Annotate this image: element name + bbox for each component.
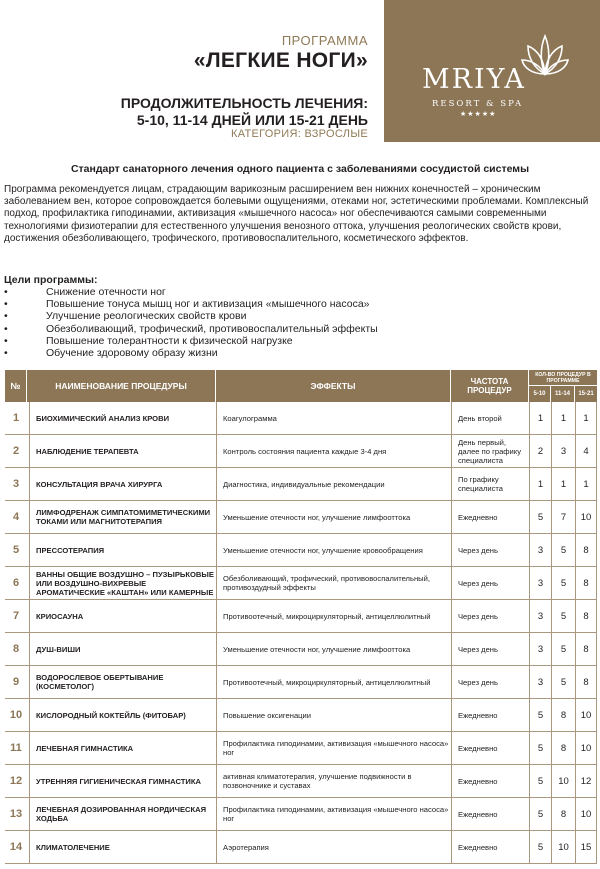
procedure-name: ЛЕЧЕБНАЯ ДОЗИРОВАННАЯ НОРДИЧЕСКАЯ ХОДЬБА [29, 798, 216, 830]
table-row [5, 435, 597, 468]
procedure-name: КРИОСАУНА [29, 600, 216, 632]
count-11-14: 7 [551, 501, 575, 533]
table-row [5, 699, 597, 732]
procedure-frequency: Через день [451, 600, 529, 632]
count-15-21: 8 [575, 567, 597, 599]
procedure-name: ЛЕЧЕБНАЯ ГИМНАСТИКА [29, 732, 216, 764]
goals-title: Цели программы: [4, 274, 98, 286]
procedure-frequency: Через день [451, 633, 529, 665]
list-item [4, 298, 564, 310]
row-number: 8 [12, 643, 20, 655]
procedures-table [5, 370, 597, 864]
row-number: 1 [12, 412, 20, 424]
count-11-14: 5 [551, 534, 575, 566]
procedure-frequency: Ежедневно [451, 699, 529, 731]
procedure-effect: Диагностика, индивидуальные рекомендации [216, 468, 451, 500]
procedure-effect: Повышение оксигенации [216, 699, 451, 731]
count-11-14: 8 [551, 732, 575, 764]
procedure-frequency: Через день [451, 534, 529, 566]
col-frequency-header: ЧАСТОТА ПРОЦЕДУР [451, 370, 529, 402]
bullet: • [4, 322, 8, 335]
row-number: 7 [12, 610, 20, 622]
procedure-effect: Аэротерапия [216, 831, 451, 863]
procedure-effect: Контроль состояния пациента каждые 3-4 дня [216, 435, 451, 467]
count-15-21: 8 [575, 600, 597, 632]
count-11-14: 1 [551, 468, 575, 500]
procedure-name: НАБЛЮДЕНИЕ ТЕРАПЕВТА [29, 435, 216, 467]
procedure-effect: Противоотечный, микроциркуляторный, антицеллюлитный [216, 666, 451, 698]
procedure-name: ДУШ-ВИШИ [29, 633, 216, 665]
col-num-header: № [5, 370, 27, 402]
logo-name: MRIYA [422, 64, 526, 95]
goal-text: Обезболивающий, трофический, противовоспалительный эффекты [46, 322, 378, 335]
count-5-10: 5 [529, 699, 551, 731]
category-label: КАТЕГОРИЯ: ВЗРОСЛЫЕ [231, 128, 368, 140]
lotus-leaf-icon [520, 30, 570, 81]
row-number: 9 [12, 676, 20, 688]
goal-text: Обучение здоровому образу жизни [46, 347, 218, 360]
procedure-name: ВОДОРОСЛЕВОЕ ОБЕРТЫВАНИЕ (КОСМЕТОЛОГ) [29, 666, 216, 698]
procedure-effect: Профилактика гиподинамии, активизация «мышечного насоса» ног [216, 798, 451, 830]
bullet: • [4, 298, 8, 311]
program-title: «ЛЕГКИЕ НОГИ» [193, 49, 368, 72]
count-5-10: 3 [529, 633, 551, 665]
goal-text: Повышение толерантности к физической нагрузке [46, 334, 293, 347]
count-15-21: 1 [575, 468, 597, 500]
procedure-effect: Уменьшение отечности ног, улучшение кровообращения [216, 534, 451, 566]
count-15-21: 15 [575, 831, 597, 863]
bullet: • [4, 347, 8, 360]
program-label: ПРОГРАММА [281, 33, 368, 48]
table-row [5, 765, 597, 798]
procedure-effect: Обезболивающий, трофический, противовоспалительный, противоздудный эффекты [216, 567, 451, 599]
count-15-21: 10 [575, 798, 597, 830]
count-11-14: 8 [551, 798, 575, 830]
table-row [5, 468, 597, 501]
col-effects-header: ЭФФЕКТЫ [216, 370, 451, 402]
count-15-21: 8 [575, 534, 597, 566]
procedure-frequency: Ежедневно [451, 732, 529, 764]
procedure-name: ПРЕССОТЕРАПИЯ [29, 534, 216, 566]
count-11-14: 5 [551, 633, 575, 665]
table-body [5, 402, 597, 864]
procedure-frequency: Ежедневно [451, 798, 529, 830]
count-11-14: 5 [551, 567, 575, 599]
row-number: 5 [12, 544, 20, 556]
procedure-name: КОНСУЛЬТАЦИЯ ВРАЧА ХИРУРГА [29, 468, 216, 500]
procedure-frequency: Через день [451, 666, 529, 698]
procedure-effect: Профилактика гиподинамии, активизация «мышечного насоса» ног [216, 732, 451, 764]
count-11-14: 8 [551, 699, 575, 731]
count-5-10: 5 [529, 732, 551, 764]
row-number: 6 [12, 577, 20, 589]
count-15-21: 10 [575, 732, 597, 764]
count-15-21: 10 [575, 699, 597, 731]
table-row [5, 633, 597, 666]
list-item [4, 323, 564, 335]
col-name-header: НАИМЕНОВАНИЕ ПРОЦЕДУРЫ [27, 370, 216, 402]
count-15-21: 10 [575, 501, 597, 533]
count-11-14: 5 [551, 600, 575, 632]
procedure-name: КЛИМАТОЛЕЧЕНИЕ [29, 831, 216, 863]
procedure-frequency: День первый, далее по графику специалиста [451, 435, 529, 467]
count-5-10: 3 [529, 567, 551, 599]
procedure-effect: активная климатотерапия, улучшение подвижности в позвоночнике и суставах [216, 765, 451, 797]
row-number: 2 [12, 445, 20, 457]
table-row [5, 666, 597, 699]
count-11-14: 1 [551, 402, 575, 434]
row-number: 3 [12, 478, 20, 490]
goal-text: Снижение отечности ног [46, 286, 166, 298]
goals-list [4, 286, 564, 359]
row-number: 14 [9, 841, 23, 853]
count-11-14: 10 [551, 831, 575, 863]
procedure-name: ВАННЫ ОБЩИЕ ВОЗДУШНО – ПУЗЫРЬКОВЫЕ ИЛИ ВОЗДУШНО-ВИХРЕВЫЕ АРОМАТИЧЕСКИЕ «КАШТАН» ИЛИ КАМЕРНЫЕ [29, 567, 216, 599]
procedure-name: КИСЛОРОДНЫЙ КОКТЕЙЛЬ (ФИТОБАР) [29, 699, 216, 731]
list-item [4, 335, 564, 347]
intro-paragraph: Программа рекомендуется лицам, страдающим варикозным расширением вен нижних конечностей – хроническим заболеванием вен, которое сопровождается болевыми ощущениями, отеками ног, эстетическими проблемами. Комплексный подход, профилактика гиподинамии, активизация «мышечного насоса» ног обеспечиваются самыми современными технологиями физиотерапии для естественного улучшения венозного оттока, улучшения реологических свойств крови, достижения обезболивающего, трофического, противовоспалительного, косметического эффектов. [4, 184, 589, 244]
count-11-14: 10 [551, 765, 575, 797]
bullet: • [4, 334, 8, 347]
procedure-effect: Уменьшение отечности ног, улучшение лимфооттока [216, 633, 451, 665]
procedure-frequency: День второй [451, 402, 529, 434]
procedure-effect: Коагулограмма [216, 402, 451, 434]
count-15-21: 8 [575, 633, 597, 665]
bullet: • [4, 286, 8, 298]
procedure-frequency: Через день [451, 567, 529, 599]
count-11-14: 3 [551, 435, 575, 467]
table-row [5, 567, 597, 600]
table-row [5, 501, 597, 534]
count-5-10: 3 [529, 534, 551, 566]
count-5-10: 5 [529, 831, 551, 863]
count-5-10: 5 [529, 501, 551, 533]
procedure-frequency: Ежедневно [451, 765, 529, 797]
table-row [5, 831, 597, 864]
list-item [4, 286, 564, 298]
procedure-name: БИОХИМИЧЕСКИЙ АНАЛИЗ КРОВИ [29, 402, 216, 434]
table-row [5, 798, 597, 831]
procedure-effect: Уменьшение отечности ног, улучшение лимфооттока [216, 501, 451, 533]
count-5-10: 5 [529, 765, 551, 797]
row-number: 13 [9, 808, 23, 820]
count-15-21: 12 [575, 765, 597, 797]
count-15-21: 8 [575, 666, 597, 698]
count-15-21: 4 [575, 435, 597, 467]
list-item [4, 347, 564, 359]
row-number: 11 [10, 742, 22, 754]
col-d2-header: 11-14 [551, 386, 575, 402]
goal-text: Улучшение реологических свойств крови [46, 310, 247, 323]
logo-subtitle: RESORT & SPA [432, 99, 524, 109]
count-5-10: 1 [529, 468, 551, 500]
procedure-frequency: По графику специалиста [451, 468, 529, 500]
standard-heading: Стандарт санаторного лечения одного пациента с заболеваниями сосудистой системы [70, 163, 530, 175]
list-item [4, 310, 564, 322]
procedure-effect: Противоотечный, микроциркуляторный, антицеллюлитный [216, 600, 451, 632]
count-5-10: 5 [529, 798, 551, 830]
row-number: 10 [9, 709, 23, 721]
count-11-14: 5 [551, 666, 575, 698]
count-5-10: 1 [529, 402, 551, 434]
table-row [5, 732, 597, 765]
row-number: 4 [12, 511, 20, 523]
table-header [5, 370, 597, 402]
duration-title: ПРОДОЛЖИТЕЛЬНОСТЬ ЛЕЧЕНИЯ: [120, 95, 368, 111]
count-5-10: 2 [529, 435, 551, 467]
table-row [5, 534, 597, 567]
count-15-21: 1 [575, 402, 597, 434]
count-5-10: 3 [529, 600, 551, 632]
table-row [5, 402, 597, 435]
procedure-name: ЛИМФОДРЕНАЖ СИМПАТОМИМЕТИЧЕСКИМИ ТОКАМИ ИЛИ МАГНИТОТЕРАПИЯ [29, 501, 216, 533]
row-number: 12 [9, 775, 23, 787]
logo-stars: ★★★★★ [460, 111, 497, 118]
procedure-frequency: Ежедневно [451, 501, 529, 533]
col-d1-header: 5-10 [529, 386, 551, 402]
bullet: • [4, 310, 8, 323]
count-5-10: 3 [529, 666, 551, 698]
goal-text: Повышение тонуса мышц ног и активизация «мышечного насоса» [46, 298, 370, 311]
table-row [5, 600, 597, 633]
col-d3-header: 15-21 [578, 391, 594, 397]
col-count-header: КОЛ-ВО ПРОЦЕДУР В ПРОГРАММЕ [529, 370, 597, 386]
procedure-frequency: Ежедневно [451, 831, 529, 863]
procedure-name: УТРЕННЯЯ ГИГИЕНИЧЕСКАЯ ГИМНАСТИКА [29, 765, 216, 797]
duration-values: 5-10, 11-14 ДНЕЙ ИЛИ 15-21 ДЕНЬ [136, 112, 368, 128]
